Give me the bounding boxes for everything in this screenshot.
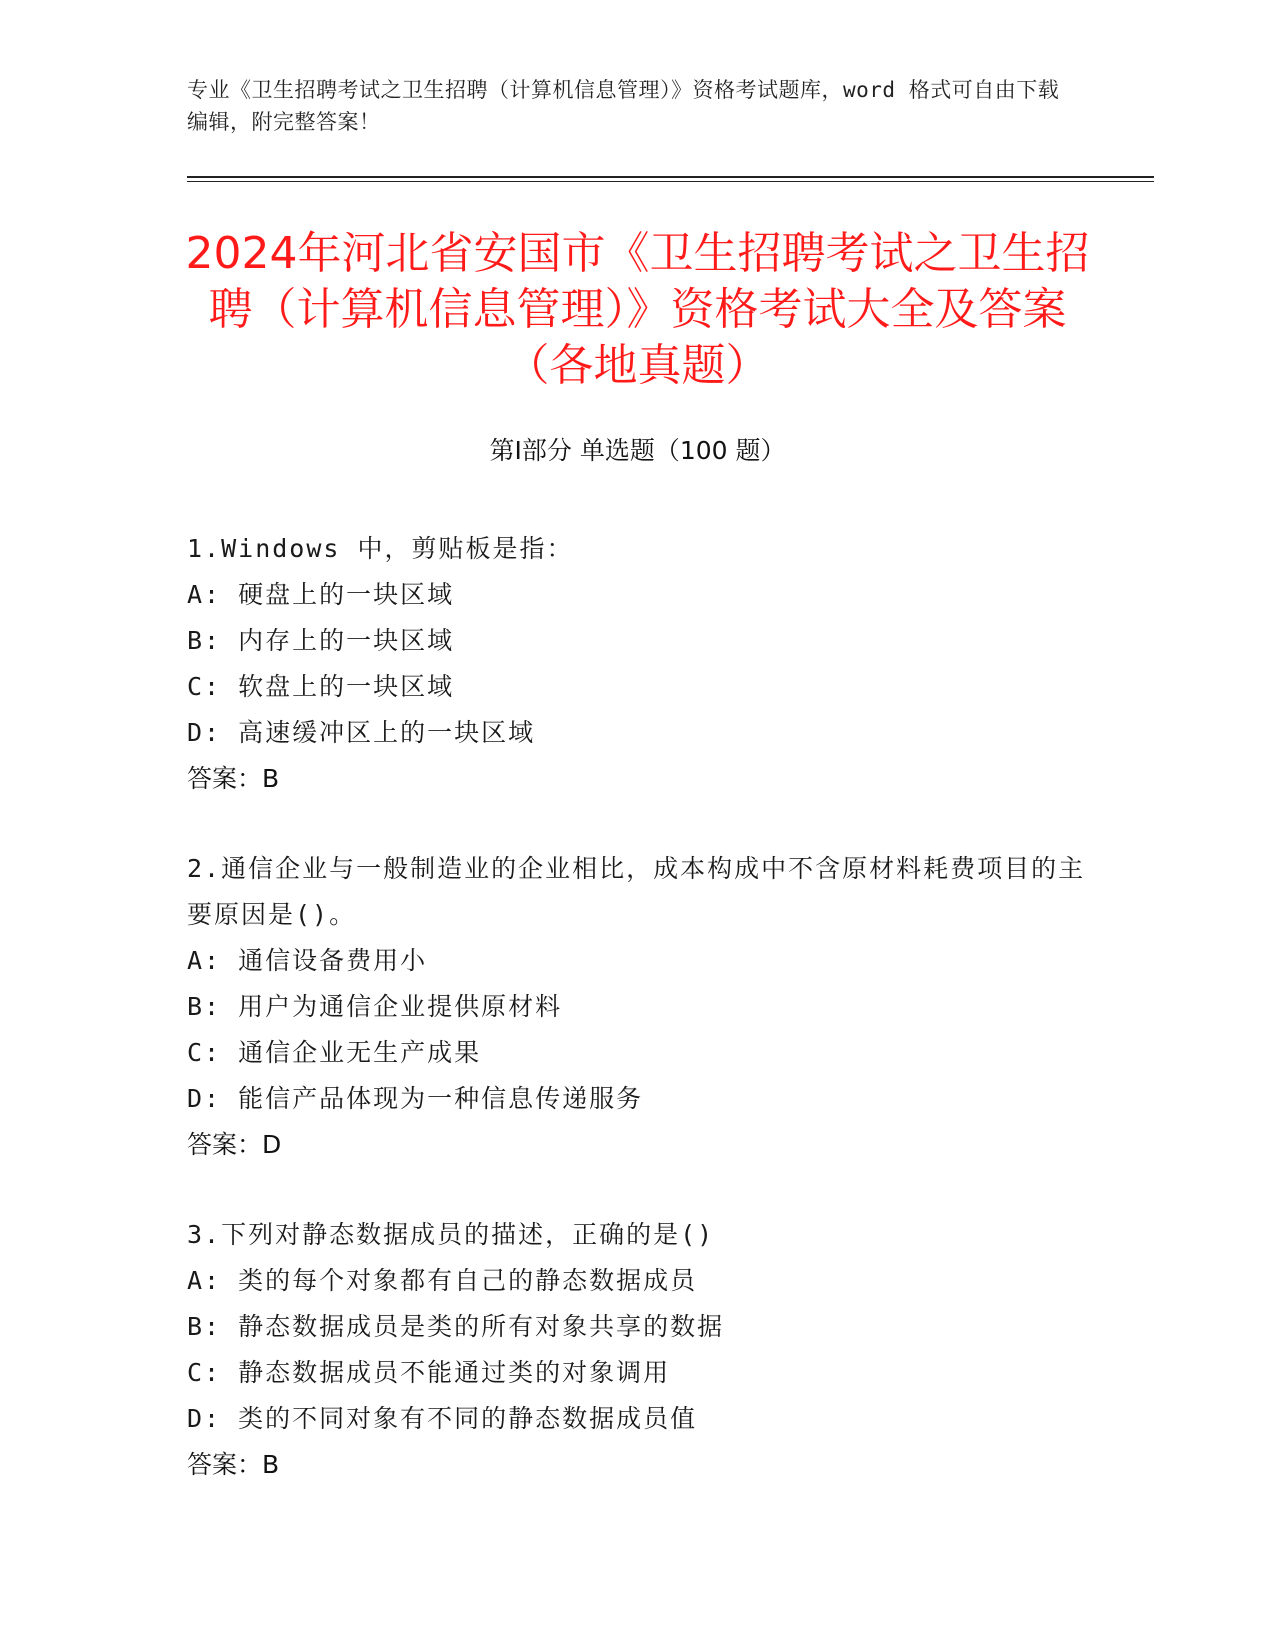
question-stem: 3.下列对静态数据成员的描述，正确的是() [187,1220,715,1249]
section-heading: 第Ⅰ部分 单选题（100 题） [489,436,786,465]
option-b: B: 用户为通信企业提供原材料 [187,992,563,1021]
question-stem: 2.通信企业与一般制造业的企业相比，成本构成中不含原材料耗费项目的主要原因是()。 [187,854,1086,929]
option-a: A: 硬盘上的一块区域 [187,580,455,609]
answer-label: 答案：D [187,1130,282,1159]
header-divider-thick [187,176,1154,178]
question-3 [187,1212,1087,1488]
header-divider-thin [187,181,1154,182]
option-a: A: 类的每个对象都有自己的静态数据成员 [187,1266,698,1295]
question-list [187,526,1087,1532]
option-d: D: 类的不同对象有不同的静态数据成员值 [187,1404,698,1433]
answer-label: 答案：B [187,1450,280,1479]
option-d: D: 高速缓冲区上的一块区域 [187,718,536,747]
answer-label: 答案：B [187,764,280,793]
document-title: 2024年河北省安国市《卫生招聘考试之卫生招聘（计算机信息管理）》资格考试大全及答案（各地真题） [185,228,1090,391]
option-b: B: 静态数据成员是类的所有对象共享的数据 [187,1312,725,1341]
option-c: C: 静态数据成员不能通过类的对象调用 [187,1358,671,1387]
option-b: B: 内存上的一块区域 [187,626,455,655]
option-c: C: 软盘上的一块区域 [187,672,455,701]
question-stem: 1.Windows 中，剪贴板是指： [187,534,574,563]
option-d: D: 能信产品体现为一种信息传递服务 [187,1084,644,1113]
question-1 [187,526,1087,802]
option-a: A: 通信设备费用小 [187,946,428,975]
option-c: C: 通信企业无生产成果 [187,1038,482,1067]
question-2 [187,846,1087,1168]
document-header-note: 专业《卫生招聘考试之卫生招聘（计算机信息管理）》资格考试题库，word 格式可自由下载编辑，附完整答案！ [187,78,1060,134]
